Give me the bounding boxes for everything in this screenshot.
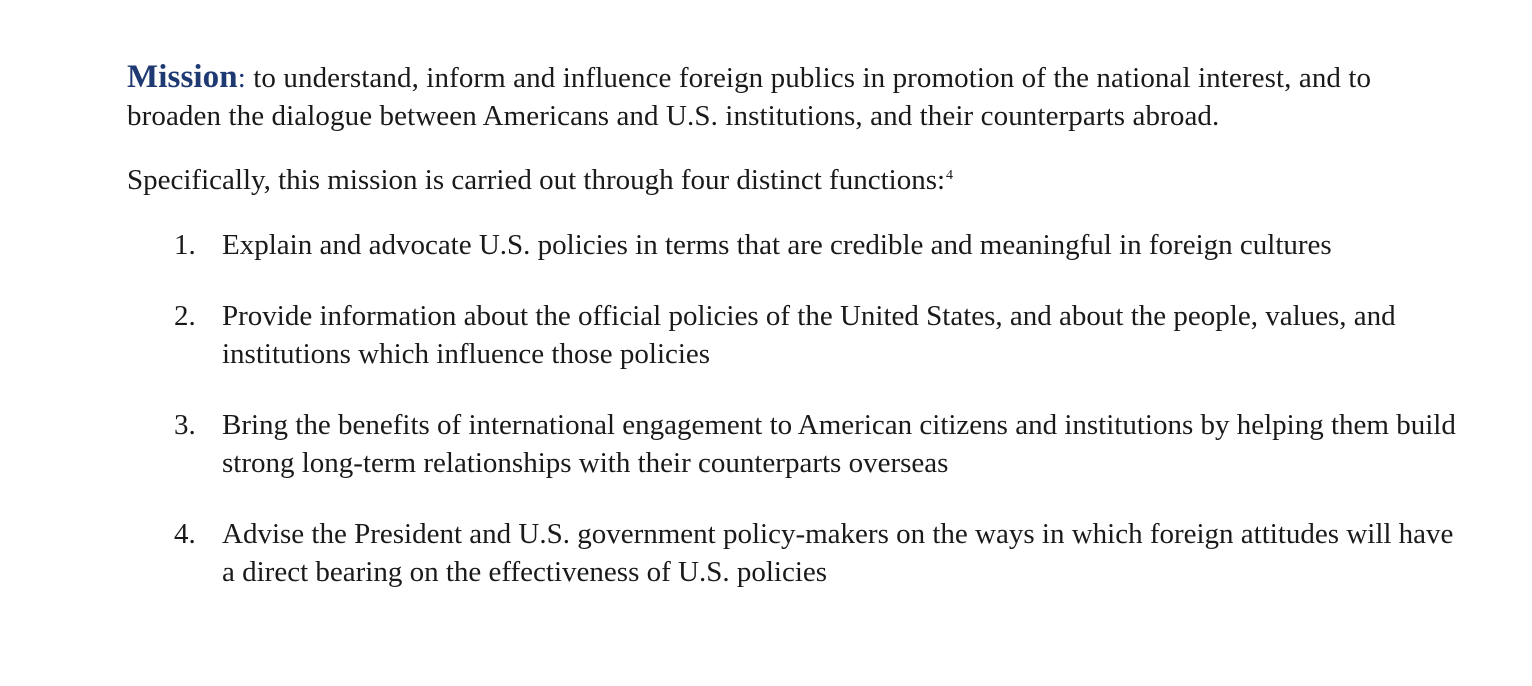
mission-colon: :	[237, 62, 246, 94]
function-item-3	[127, 406, 1462, 482]
function-text: Bring the benefits of international engagement to American citizens and institutions by helping them build strong long-term relationships with their counterparts overseas	[222, 409, 1456, 479]
function-item-1	[127, 226, 1462, 264]
function-text: Provide information about the official policies of the United States, and about the people, values, and institutions which influence those policies	[222, 300, 1396, 370]
function-number: 3.	[174, 409, 196, 441]
function-number: 1.	[174, 229, 196, 261]
mission-label: Mission	[127, 59, 238, 95]
function-item-4	[127, 515, 1462, 591]
functions-intro	[127, 161, 1462, 199]
function-number: 2.	[174, 300, 196, 332]
document-page	[127, 58, 1462, 624]
functions-list	[127, 226, 1462, 591]
function-text: Explain and advocate U.S. policies in terms that are credible and meaningful in foreign cultures	[222, 229, 1332, 261]
function-text: Advise the President and U.S. government policy-makers on the ways in which foreign attitudes will have a direct bearing on the effectiveness of U.S. policies	[222, 518, 1454, 588]
mission-statement	[127, 58, 1462, 135]
mission-text: to understand, inform and influence foreign publics in promotion of the national interest, and to broaden the dialogue between Americans and U.S. institutions, and their counterparts abroad.	[127, 62, 1372, 132]
functions-intro-text: Specifically, this mission is carried out through four distinct functions:	[127, 164, 946, 196]
footnote-reference: 4	[946, 168, 954, 183]
function-number: 4.	[174, 518, 196, 550]
function-item-2	[127, 297, 1462, 373]
